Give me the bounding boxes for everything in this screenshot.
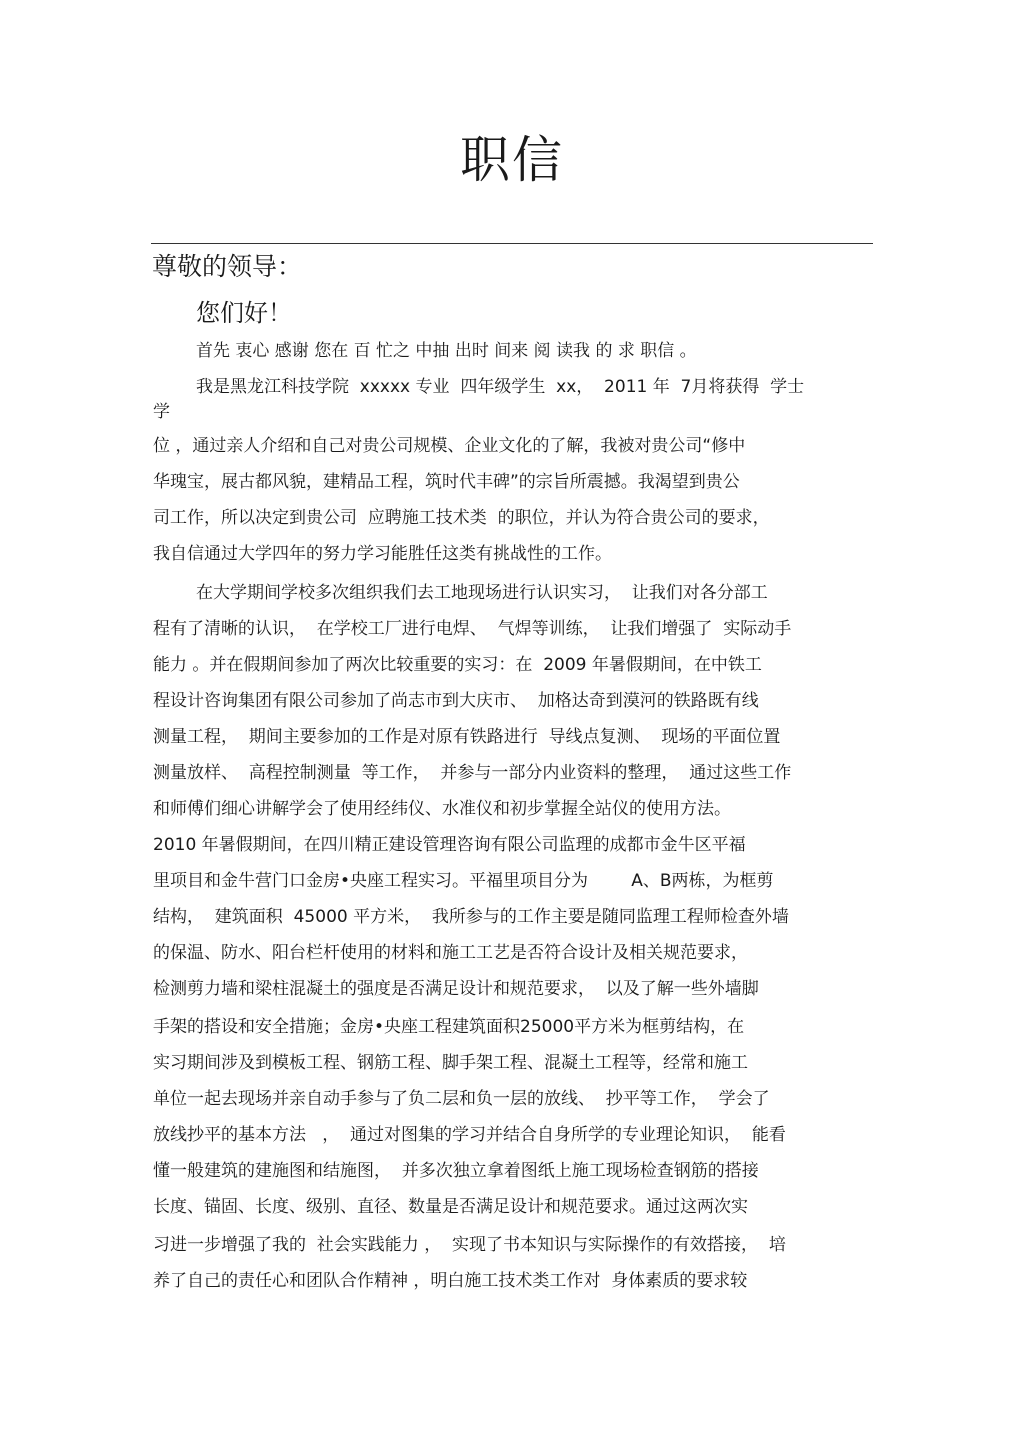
greeting: 您们好！ <box>196 299 292 327</box>
body-line: 单位一起去现场并亲自动手参与了负二层和负一层的放线、 抄平等工作， 学会了 <box>153 1089 770 1109</box>
body-line: 程设计咨询集团有限公司参加了尚志市到大庆市、 加格达奇到漠河的铁路既有线 <box>153 691 759 711</box>
body-line: 检测剪力墙和梁柱混凝土的强度是否满足设计和规范要求， 以及了解一些外墙脚 <box>153 979 759 999</box>
body-line: 里项目和金牛营门口金房•央座工程实习。平福里项目分为 A、B两栋，为框剪 <box>153 871 774 891</box>
body-line: 实习期间涉及到模板工程、钢筋工程、脚手架工程、混凝土工程等，经常和施工 <box>153 1053 748 1073</box>
body-line: 的保温、防水、阳台栏杆使用的材料和施工工艺是否符合设计及相关规范要求， <box>153 943 748 963</box>
body-line: 2010 年暑假期间，在四川精正建设管理咨询有限公司监理的成都市金牛区平福 <box>153 835 746 855</box>
body-line: 测量工程， 期间主要参加的工作是对原有铁路进行 导线点复测、 现场的平面位置 <box>153 727 781 747</box>
body-line: 结构， 建筑面积 45000 平方米， 我所参与的工作主要是随同监理工程师检查外墙 <box>153 907 789 927</box>
body-line: 习进一步增强了我的 社会实践能力 ， 实现了书本知识与实际操作的有效搭接， 培 <box>153 1235 786 1255</box>
body-line: 位 ，通过亲人介绍和自己对贵公司规模、企业文化的了解，我被对贵公司“修中 <box>153 436 746 456</box>
body-line: 学 <box>153 402 170 422</box>
body-line: 测量放样、 高程控制测量 等工作， 并参与一部分内业资料的整理， 通过这些工作 <box>153 763 792 783</box>
body-line: 华瑰宝，展古都风貌，建精品工程，筑时代丰碑”的宗旨所震撼。我渴望到贵公 <box>153 472 740 492</box>
body-line: 首先 衷心 感谢 您在 百 忙之 中抽 出时 间来 阅 读我 的 求 职信 。 <box>196 341 697 361</box>
body-line: 能力 。并在假期间参加了两次比较重要的实习：在 2009 年暑假期间，在中铁工 <box>153 655 762 675</box>
letter-title: 职信 <box>460 131 564 189</box>
body-line: 程有了清晰的认识， 在学校工厂进行电焊、 气焊等训练， 让我们增强了 实际动手 <box>153 619 792 639</box>
body-line: 我自信通过大学四年的努力学习能胜任这类有挑战性的工作。 <box>153 544 612 564</box>
body-line: 司工作，所以决定到贵公司 应聘施工技术类 的职位，并认为符合贵公司的要求， <box>153 508 770 528</box>
body-line: 懂一般建筑的建施图和结施图， 并多次独立拿着图纸上施工现场检查钢筋的搭接 <box>153 1161 759 1181</box>
body-line: 放线抄平的基本方法 ， 通过对图集的学习并结合自身所学的专业理论知识， 能看 <box>153 1125 786 1145</box>
body-line: 在大学期间学校多次组织我们去工地现场进行认识实习， 让我们对各分部工 <box>196 583 768 603</box>
body-line: 和师傅们细心讲解学会了使用经纬仪、水准仪和初步掌握全站仪的使用方法。 <box>153 799 731 819</box>
body-line: 长度、锚固、长度、级别、直径、数量是否满足设计和规范要求。通过这两次实 <box>153 1197 748 1217</box>
body-line: 手架的搭设和安全措施；金房•央座工程建筑面积25000平方米为框剪结构，在 <box>153 1017 745 1037</box>
salutation: 尊敬的领导： <box>152 252 303 281</box>
title-divider <box>151 243 873 244</box>
body-line: 养了自己的责任心和团队合作精神 ，明白施工技术类工作对 身体素质的要求较 <box>153 1271 748 1291</box>
body-line: 我是黑龙江科技学院 xxxxx 专业 四年级学生 xx， 2011 年 7月将获得 学士 <box>196 377 805 397</box>
